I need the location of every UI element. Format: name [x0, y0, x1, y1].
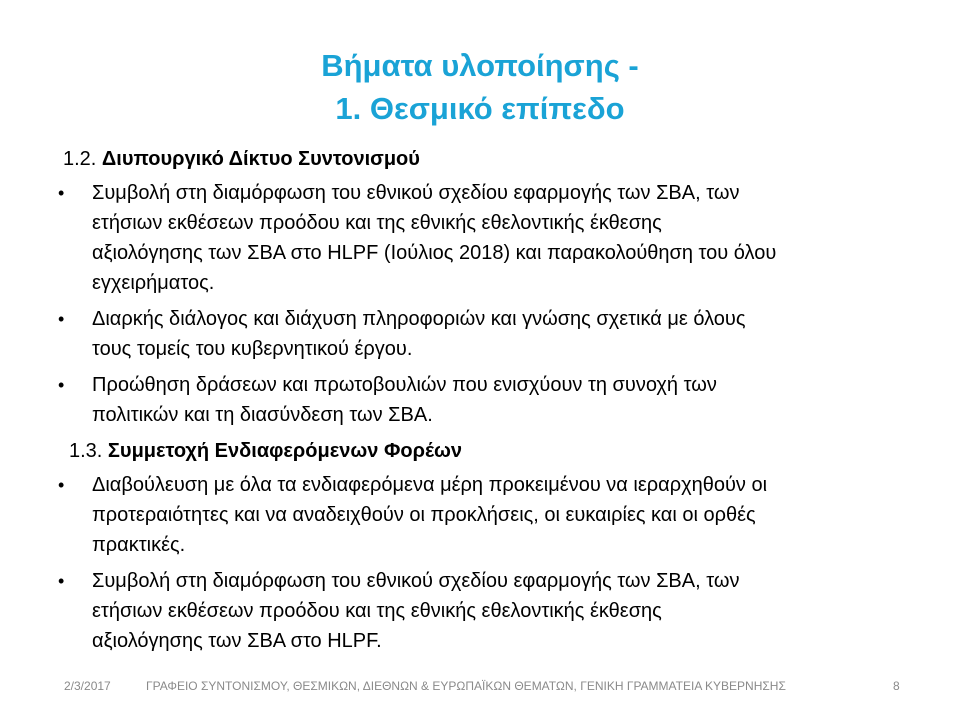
bullet-text-line: ετήσιων εκθέσεων προόδου και της εθνικής εθελοντικής έκθεσης — [92, 212, 662, 234]
bullet-text-line: πρακτικές. — [92, 534, 186, 556]
bullet-item — [56, 566, 916, 656]
section-heading-1-3 — [56, 436, 916, 466]
section-title: Συμμετοχή Ενδιαφερόμενων Φορέων — [107, 440, 462, 462]
bullet-item — [56, 178, 916, 298]
footer-date: 2/3/2017 — [64, 679, 111, 693]
bullet-dot: • — [58, 375, 65, 395]
slide-title-line-2: 1. Θεσμικό επίπεδο — [335, 91, 625, 126]
bullet-dot: • — [58, 309, 65, 329]
section-title: Διυπουργικό Δίκτυο Συντονισμού — [101, 148, 420, 170]
page-number: 8 — [893, 679, 900, 693]
bullet-text-line: τους τομείς του κυβερνητικού έργου. — [92, 338, 413, 360]
bullet-text-line: αξιολόγησης των ΣΒΑ στο HLPF (Ιούλιος 2018) και παρακολούθηση του όλου — [92, 242, 777, 264]
bullet-dot: • — [58, 475, 65, 495]
bullet-item — [56, 304, 916, 364]
bullet-item — [56, 370, 916, 430]
slide-title-line-1: Βήματα υλοποίησης - — [321, 48, 639, 83]
footer-organization: ΓΡΑΦΕΙΟ ΣΥΝΤΟΝΙΣΜΟΥ, ΘΕΣΜΙΚΩΝ, ΔΙΕΘΝΩΝ & ΕΥΡΩΠΑΪΚΩΝ ΘΕΜΑΤΩΝ, ΓΕΝΙΚΗ ΓΡΑΜΜΑΤΕΙΑ ΚΥΒΕΡΝΗΣΗΣ — [146, 679, 786, 693]
bullet-text-line: ετήσιων εκθέσεων προόδου και της εθνικής εθελοντικής έκθεσης — [92, 600, 662, 622]
slide-body — [56, 144, 916, 662]
bullet-dot: • — [58, 571, 65, 591]
bullet-text-line: προτεραιότητες και να αναδειχθούν οι προκλήσεις, οι ευκαιρίες και οι ορθές — [92, 504, 756, 526]
bullet-text-line: Συμβολή στη διαμόρφωση του εθνικού σχεδίου εφαρμογής των ΣΒΑ, των — [92, 182, 740, 204]
bullet-text-line: πολιτικών και τη διασύνδεση των ΣΒΑ. — [92, 404, 433, 426]
slide-title — [0, 44, 960, 130]
bullet-text-line: Διαβούλευση με όλα τα ενδιαφερόμενα μέρη προκειμένου να ιεραρχηθούν οι — [92, 474, 768, 496]
bullet-text-line: Διαρκής διάλογος και διάχυση πληροφοριών και γνώσης σχετικά με όλους — [92, 308, 746, 330]
bullet-item — [56, 470, 916, 560]
bullet-dot: • — [58, 183, 65, 203]
section-number: 1.3. — [69, 440, 103, 462]
section-heading-1-2 — [56, 144, 916, 174]
bullet-text-line: αξιολόγησης των ΣΒΑ στο HLPF. — [92, 630, 382, 652]
bullet-text-line: εγχειρήματος. — [92, 272, 215, 294]
bullet-text-line: Συμβολή στη διαμόρφωση του εθνικού σχεδίου εφαρμογής των ΣΒΑ, των — [92, 570, 740, 592]
bullet-text-line: Προώθηση δράσεων και πρωτοβουλιών που ενισχύουν τη συνοχή των — [92, 374, 717, 396]
section-number: 1.2. — [63, 148, 97, 170]
